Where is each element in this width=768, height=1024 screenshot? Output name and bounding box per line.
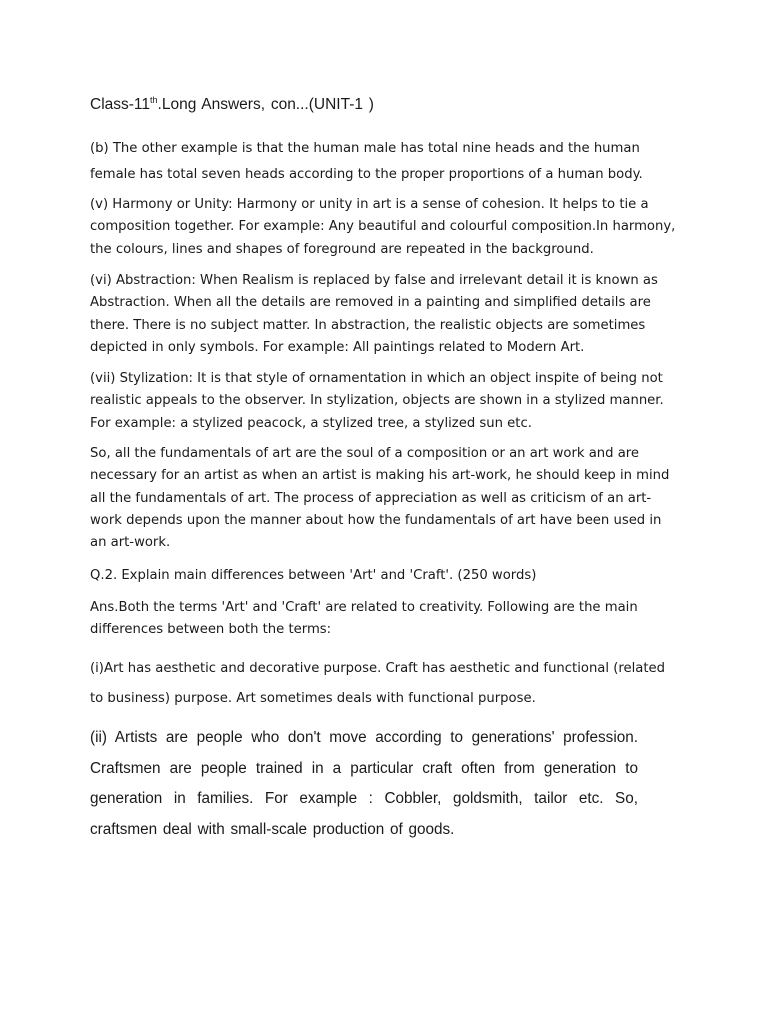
title-suffix: .Long Answers, con...(UNIT-1 ) [157,96,374,113]
paragraph-human-proportions: (b) The other example is that the human male has total nine heads and the human female has total seven heads according to the proper proportions of a human body. [90,141,643,182]
title-prefix: Class-11 [90,96,151,113]
paragraph-stylization: (vii) Stylization: It is that style of ornamentation in which an object inspite of being not realistic appeals to the observer. In stylization, objects are shown in a stylized manner. For example: a stylized peacock, a stylized tree, a stylized sun etc. [90,371,664,431]
paragraph-conclusion: So, all the fundamentals of art are the soul of a composition or an art work and are necessary for an artist as when an artist is making his art-work, he should keep in mind all the fundamentals of art. The process of appreciation as well as criticism of an art-work depends upon the manner about how the fundamentals of art have been used in an art-work. [90,446,670,551]
answer-intro: Ans.Both the terms 'Art' and 'Craft' are related to creativity. Following are the main differences between both the terms: [90,600,638,638]
paragraph-harmony: (v) Harmony or Unity: Harmony or unity in art is a sense of cohesion. It helps to tie a composition together. For example: Any beautiful and colourful composition.In harmony, the colours, lines and shapes of foreground are repeated in the background. [90,197,676,257]
page-title [90,96,374,114]
title-superscript: th [150,95,158,105]
answer-point-2: (ii) Artists are people who don't move according to generations' profession. Craftsmen are people trained in a particular craft often from generation to generation in families. For example : Cobbler, goldsmith, tailor etc. So, craftsmen deal with small-scale production of goods. [90,729,638,838]
answer-point-1: (i)Art has aesthetic and decorative purpose. Craft has aesthetic and functional (related to business) purpose. Art sometimes deals with functional purpose. [90,661,666,706]
paragraph-abstraction: (vi) Abstraction: When Realism is replaced by false and irrelevant detail it is known as Abstraction. When all the details are removed in a painting and simplified details are there. There is no subject matter. In abstraction, the realistic objects are sometimes depicted in only symbols. For example: All paintings related to Modern Art. [90,273,658,355]
question-2: Q.2. Explain main differences between 'Art' and 'Craft'. (250 words) [90,568,537,583]
